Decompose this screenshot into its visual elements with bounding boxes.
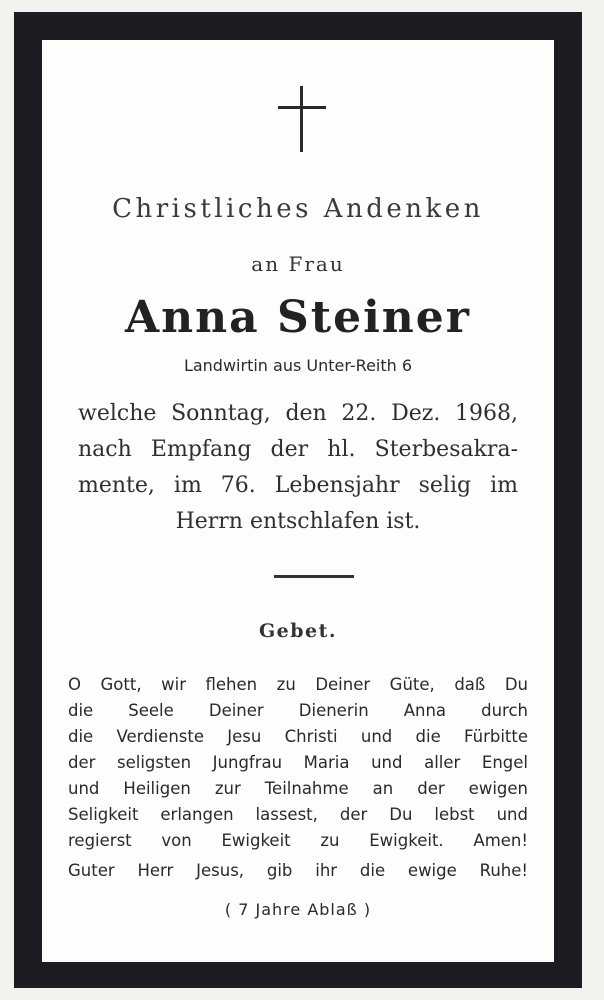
divider <box>274 575 354 578</box>
indulgence-note: ( 7 Jahre Ablaß ) <box>224 900 372 919</box>
memorial-card <box>14 12 582 988</box>
prayer-line: die Verdienste Jesu Christi und die Fürbitte <box>68 727 528 746</box>
card-paper <box>42 40 554 962</box>
prayer-text <box>68 672 528 884</box>
notice-line: welche Sonntag, den 22. Dez. 1968, <box>78 401 518 426</box>
cross-icon <box>278 86 326 152</box>
death-notice-text <box>78 396 518 540</box>
prayer-title: Gebet. <box>258 620 338 642</box>
prayer-closing: Guter Herr Jesus, gib ihr die ewige Ruhe! <box>68 861 528 880</box>
notice-line: Herrn entschlafen ist. <box>175 509 421 534</box>
deceased-name: Anna Steiner <box>125 292 471 343</box>
deceased-occupation: Landwirtin aus Unter-Reith 6 <box>183 356 413 375</box>
notice-line: nach Empfang der hl. Sterbesakra- <box>78 437 518 462</box>
card-subheading: an Frau <box>251 252 345 276</box>
prayer-line: O Gott, wir flehen zu Deiner Güte, daß Du <box>68 675 528 694</box>
prayer-line: und Heiligen zur Teilnahme an der ewigen <box>68 779 528 798</box>
prayer-line: Seligkeit erlangen lassest, der Du lebst und <box>68 805 528 824</box>
prayer-line: regierst von Ewigkeit zu Ewigkeit. Amen! <box>68 831 528 850</box>
card-heading: Christliches Andenken <box>112 194 484 224</box>
notice-line: mente, im 76. Lebensjahr selig im <box>78 473 518 498</box>
prayer-line: der seligsten Jungfrau Maria und aller Engel <box>68 753 528 772</box>
prayer-line: die Seele Deiner Dienerin Anna durch <box>68 701 528 720</box>
